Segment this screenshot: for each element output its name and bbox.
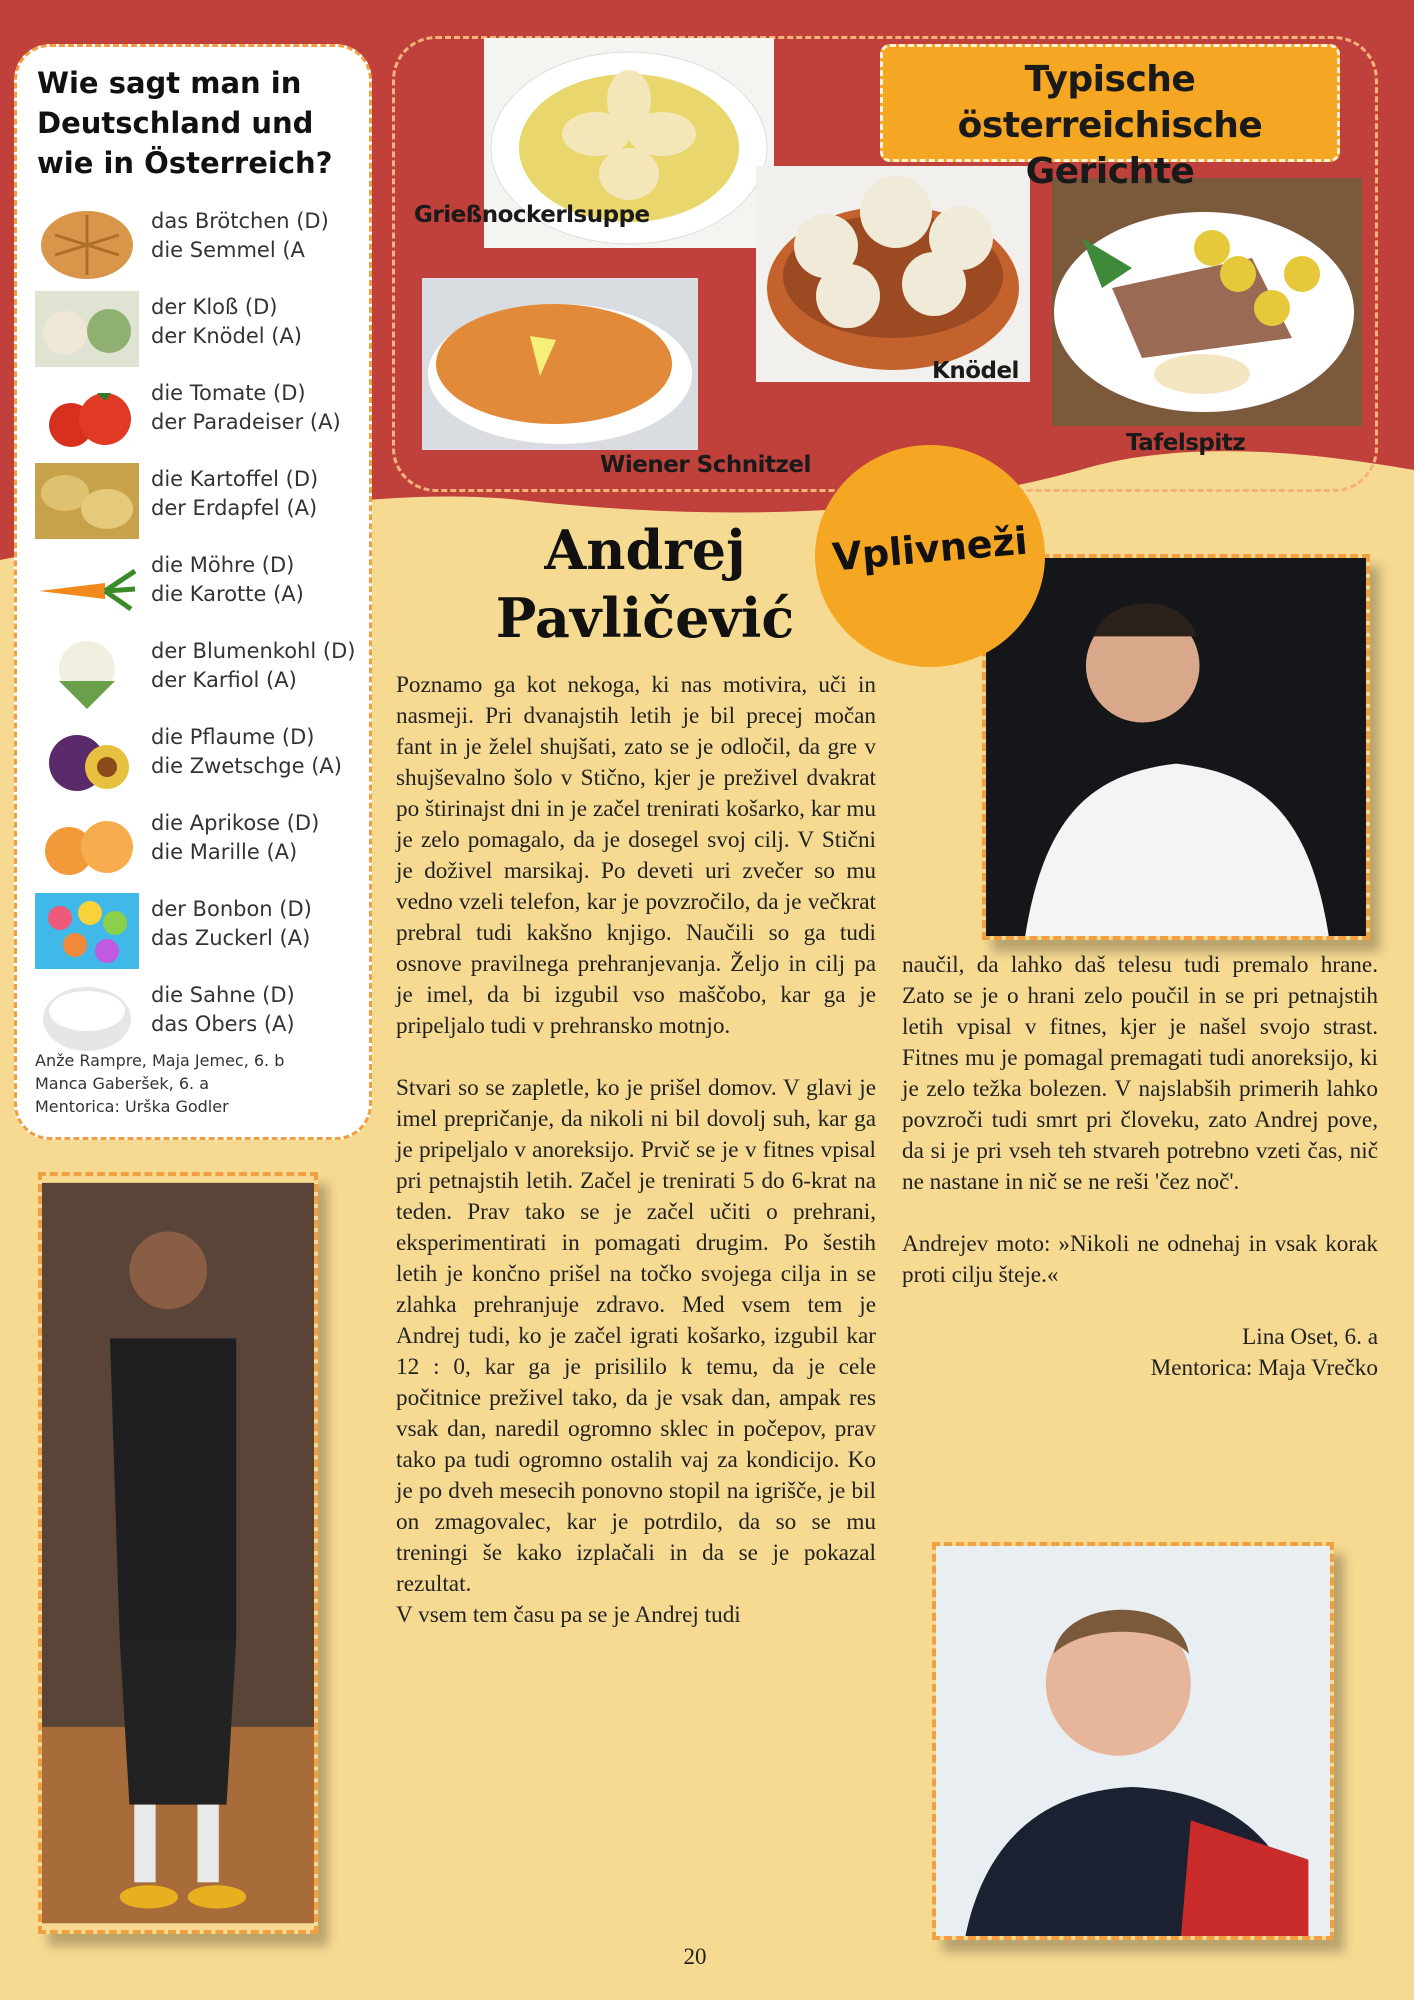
austrian-term: der Karfiol (A) xyxy=(151,668,297,692)
plum-icon xyxy=(35,721,139,797)
vocabulary-pair xyxy=(151,465,318,523)
badge-label: Vplivneži xyxy=(830,518,1030,580)
german-term: die Kartoffel (D) xyxy=(151,467,319,491)
portrait-photo xyxy=(982,554,1370,940)
paragraph-2: Stvari so se zapletle, ko je prišel domov. V glavi je imel prepričanje, da nikoli ni bil dovolj suh, kar ga je pripeljalo v anoreksijo. Prvič se je v fitnes vpisal pri petnajstih letih. Začel je trenirati 5 do 6-krat na teden. Prav tako se je začel učiti o prehrani, eksperimentirati in pomagati drugim. Po šestih letih je končno prišel na točko svojega cilja in se zlahka prehranjuje zdravo. Med vsem tem je Andrej tudi, ko je začel igrati košarko, izgubil kar 12 : 0, kar ga je prisililo k temu, da je cele počitnice preživel tako, da je vsak dan, ampak res vsak dan, naredil ogromno sklec in počepov, prav tako pa tudi ogromno ostalih vaj za kondicijo. Ko je po dveh mesecih ponovno stopil na igrišče, je bil on zmagovalec, kar je potrdilo, da so se mu treningi še kako izplačali in da se je pokazal rezultat. xyxy=(396,1075,876,1597)
vocabulary-item xyxy=(17,459,367,545)
vocabulary-pair xyxy=(151,551,304,609)
page-number: 20 xyxy=(683,1944,707,1969)
austrian-term: die Semmel (A xyxy=(151,238,305,262)
dumpling-icon xyxy=(35,291,139,367)
label-tafelspitz: Tafelspitz xyxy=(1126,430,1246,456)
article-column-2 xyxy=(902,950,1378,1384)
vocabulary-item xyxy=(17,717,367,803)
austrian-term: der Paradeiser (A) xyxy=(151,410,341,434)
austrian-term: die Zwetschge (A) xyxy=(151,754,342,778)
vocabulary-item xyxy=(17,201,367,287)
austrian-term: der Erdapfel (A) xyxy=(151,496,318,520)
motto: Andrejev moto: »Nikoli ne odnehaj in vsak korak proti cilju šteje.« xyxy=(902,1231,1378,1288)
tomato-icon xyxy=(35,377,139,453)
german-term: der Kloß (D) xyxy=(151,295,278,319)
label-soup: Grießnockerlsuppe xyxy=(414,202,650,228)
potato-icon xyxy=(35,463,139,539)
vocabulary-item xyxy=(17,545,367,631)
vocabulary-pair xyxy=(151,809,319,867)
label-schnitzel: Wiener Schnitzel xyxy=(600,452,811,478)
vocabulary-item xyxy=(17,631,367,717)
vocabulary-title: Wie sagt man in Deutschland und wie in Österreich? xyxy=(37,66,333,180)
vocabulary-item xyxy=(17,287,367,373)
paragraph-3: V vsem tem času pa se je Andrej tudi xyxy=(396,1602,741,1628)
cauliflower-icon xyxy=(35,635,139,711)
carrot-icon xyxy=(35,549,139,625)
article-title: Andrej Pavličević xyxy=(495,518,795,650)
german-term: der Bonbon (D) xyxy=(151,897,312,921)
german-term: die Aprikose (D) xyxy=(151,811,320,835)
schnitzel-photo xyxy=(422,278,698,450)
vocabulary-pair xyxy=(151,207,329,265)
german-term: die Pflaume (D) xyxy=(151,725,315,749)
austrian-term: die Karotte (A) xyxy=(151,582,304,606)
vocabulary-pair xyxy=(151,895,312,953)
mentor-line: Mentorica: Maja Vrečko xyxy=(1150,1355,1378,1381)
basketball-photo xyxy=(38,1172,318,1934)
german-term: die Möhre (D) xyxy=(151,553,295,577)
german-term: die Sahne (D) xyxy=(151,983,295,1007)
dishes-banner: Typische österreichische Gerichte xyxy=(880,44,1340,162)
author-line: Lina Oset, 6. a xyxy=(1242,1324,1378,1350)
austrian-term: die Marille (A) xyxy=(151,840,298,864)
knodel-photo xyxy=(756,166,1030,382)
section-badge xyxy=(815,445,1045,667)
label-knodel: Knödel xyxy=(932,358,1019,384)
paragraph-4: naučil, da lahko daš telesu tudi premalo hrane. Zato se je o hrani zelo poučil in se pri petnajstih letih vpisal v fitnes, kjer je našel svojo strast. Fitnes mu je pomagal premagati tudi anoreksijo, ki je zelo težka bolezen. V najslabših primerih lahko povzroči tudi smrt pri človeku, zato Andrej pove, da si je pri vseh teh stvareh potrebno vzeti čas, nič ne nastane in nič se ne reši 'čez noč'. xyxy=(902,952,1378,1195)
cream-icon xyxy=(35,979,139,1055)
tafelspitz-photo xyxy=(1052,178,1362,426)
german-term: die Tomate (D) xyxy=(151,381,306,405)
apricot-icon xyxy=(35,807,139,883)
smiling-photo xyxy=(932,1542,1334,1940)
vocabulary-item xyxy=(17,889,367,975)
vocabulary-pair xyxy=(151,637,355,695)
austrian-term: der Knödel (A) xyxy=(151,324,302,348)
vocabulary-item xyxy=(17,803,367,889)
vocabulary-pair xyxy=(151,981,295,1039)
austrian-term: das Zuckerl (A) xyxy=(151,926,311,950)
german-term: der Blumenkohl (D) xyxy=(151,639,356,663)
candy-icon xyxy=(35,893,139,969)
paragraph-1: Poznamo ga kot nekoga, ki nas motivira, uči in nasmeji. Pri dvanajstih letih je bil precej močan fant in je želel shujšati, zato se je odločil, da gre v shujševalno šolo v Stično, kjer je preživel dvakrat po štirinajst dni in je začel trenirati košarko, kar mu je zelo pomagalo, da je dosegel svoj cilj. V Stični je doživel marsikaj. Po deveti uri zvečer so mu vedno vzeli telefon, kar je povzročilo, da je večkrat prebral tudi kakšno knjigo. Naučili so ga tudi osnove pravilnega prehranjevanja. Željo in cilj pa je imel, da bi izgubil vso maščobo, kar ga je pripeljalo tudi v prehransko motnjo. xyxy=(396,672,876,1039)
vocabulary-pair xyxy=(151,293,302,351)
austrian-term: das Obers (A) xyxy=(151,1012,295,1036)
vocabulary-pair xyxy=(151,379,341,437)
vocabulary-pair xyxy=(151,723,342,781)
article-column-1 xyxy=(396,670,876,1631)
bread-roll-icon xyxy=(35,205,139,281)
vocabulary-item xyxy=(17,373,367,459)
vocabulary-box xyxy=(14,44,372,1140)
vocabulary-credits: Anže Rampre, Maja Jemec, 6. b Manca Gaberšek, 6. a Mentorica: Urška Godler xyxy=(35,1051,285,1116)
german-term: das Brötchen (D) xyxy=(151,209,329,233)
